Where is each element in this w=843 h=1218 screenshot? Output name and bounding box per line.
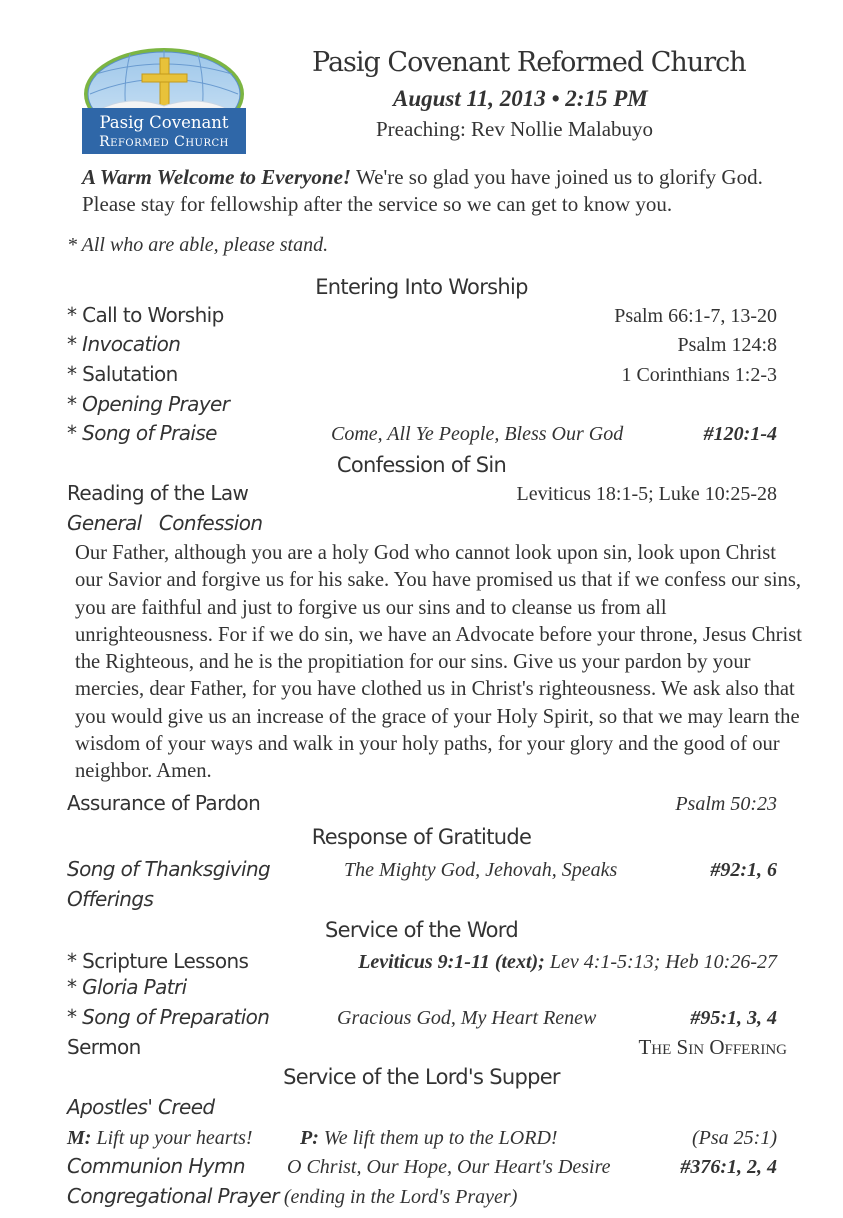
- scripture-lessons-label: * Scripture Lessons: [67, 949, 249, 973]
- m-label: M:: [67, 1127, 92, 1149]
- stand-note: * All who are able, please stand.: [67, 234, 329, 256]
- reading-of-law-ref: Leviticus 18:1-5; Luke 10:25-28: [516, 483, 777, 505]
- salutation-label: * Salutation: [67, 362, 178, 386]
- p-label: P:: [300, 1127, 319, 1149]
- logo-line-1: Pasig Covenant: [99, 113, 229, 132]
- welcome-text: We're so glad you have joined us to glorify God. Please stay for fellowship after the service so we can get to know you.: [82, 165, 763, 216]
- welcome-lead: A Warm Welcome to Everyone!: [82, 165, 352, 189]
- church-name: Pasig Covenant Reformed Church: [312, 47, 746, 78]
- invocation-ref: Psalm 124:8: [677, 334, 777, 356]
- psalm-reference: (Psa 25:1): [692, 1127, 777, 1149]
- p-response: [300, 1126, 558, 1150]
- song-of-praise-title: Come, All Ye People, Bless Our God: [331, 423, 624, 445]
- call-to-worship-ref: Psalm 66:1-7, 13-20: [614, 305, 777, 327]
- section-heading-confession: Confession of Sin: [336, 453, 507, 477]
- communion-hymn-number: #376:1, 2, 4: [680, 1156, 777, 1178]
- scripture-lessons-rest: Lev 4:1-5:13; Heb 10:26-27: [544, 951, 777, 973]
- scripture-lessons-main: Leviticus 9:1-11 (text);: [358, 951, 545, 973]
- assurance-label: Assurance of Pardon: [67, 791, 261, 815]
- preacher-line: Preaching: Rev Nollie Malabuyo: [376, 117, 654, 141]
- gloria-patri-label: * Gloria Patri: [67, 975, 187, 999]
- opening-prayer-star: *: [67, 392, 83, 416]
- song-of-praise-item: [67, 421, 217, 445]
- song-of-praise-number: #120:1-4: [703, 423, 777, 445]
- section-heading-word: Service of the Word: [324, 918, 519, 942]
- scripture-lessons-refs: [358, 950, 777, 974]
- song-of-preparation-label: * Song of Preparation: [67, 1005, 270, 1029]
- apostles-creed-label: Apostles' Creed: [67, 1095, 215, 1119]
- section-heading-entering: Entering Into Worship: [315, 275, 528, 299]
- song-of-preparation-number: #95:1, 3, 4: [690, 1007, 777, 1029]
- communion-hymn-label: Communion Hymn: [67, 1154, 245, 1178]
- song-of-preparation-title: Gracious God, My Heart Renew: [337, 1007, 597, 1029]
- song-of-thanksgiving-label: Song of Thanksgiving: [67, 857, 271, 881]
- invocation-item: [67, 332, 180, 356]
- song-of-thanksgiving-number: #92:1, 6: [710, 859, 777, 881]
- congregational-prayer-item: [67, 1184, 517, 1209]
- offerings-label: Offerings: [67, 887, 154, 911]
- m-response: [67, 1126, 253, 1150]
- call-to-worship-label: * Call to Worship: [67, 303, 224, 327]
- invocation-label: Invocation: [82, 332, 181, 356]
- congregational-prayer-note: (ending in the Lord's Prayer): [278, 1186, 518, 1208]
- welcome-paragraph: [82, 164, 802, 218]
- congregational-prayer-label: Congregational Prayer: [67, 1184, 279, 1208]
- assurance-ref: Psalm 50:23: [675, 793, 777, 815]
- opening-prayer-item: [67, 392, 229, 416]
- section-heading-gratitude: Response of Gratitude: [311, 825, 532, 849]
- reading-of-law-label: Reading of the Law: [67, 481, 249, 505]
- m-text: Lift up your hearts!: [91, 1127, 253, 1149]
- salutation-ref: 1 Corinthians 1:2-3: [621, 364, 777, 386]
- confession-prayer-text: Our Father, although you are a holy God who cannot look upon sin, look upon Christ our Savior and forgive us for his sake. You have promised us that if we confess our sins, you are faithful and just to forgive us our sins and to cleanse us from all unrighteousness. For if we do sin, we have an Advocate before your throne, Jesus Christ the Righteous, and he is the propitiation for our sins. Give us your pardon by your mercies, dear Father, for you have clothed us in Christ's righteousness. We ask also that you would give us an increase of the grace of your Holy Spirit, so that we may learn the wisdom of your ways and walk in your holy paths, for your glory and the good of our neighbor. Amen.: [75, 542, 802, 783]
- general-confession-label: General Confession: [67, 511, 263, 535]
- song-of-thanksgiving-title: The Mighty God, Jehovah, Speaks: [344, 859, 618, 881]
- communion-hymn-title: O Christ, Our Hope, Our Heart's Desire: [287, 1156, 611, 1178]
- p-text: We lift them up to the LORD!: [318, 1127, 558, 1149]
- invocation-star: *: [67, 332, 83, 356]
- song-of-praise-star: *: [67, 421, 83, 445]
- sermon-title: The Sin Offering: [638, 1035, 787, 1059]
- song-of-praise-label: Song of Praise: [82, 421, 217, 445]
- sermon-label: Sermon: [67, 1035, 141, 1059]
- section-heading-supper: Service of the Lord's Supper: [283, 1065, 560, 1089]
- opening-prayer-label: Opening Prayer: [82, 392, 230, 416]
- church-logo: [80, 44, 248, 158]
- service-date-time: August 11, 2013 • 2:15 PM: [393, 86, 648, 111]
- logo-line-2: Reformed Church: [99, 134, 229, 150]
